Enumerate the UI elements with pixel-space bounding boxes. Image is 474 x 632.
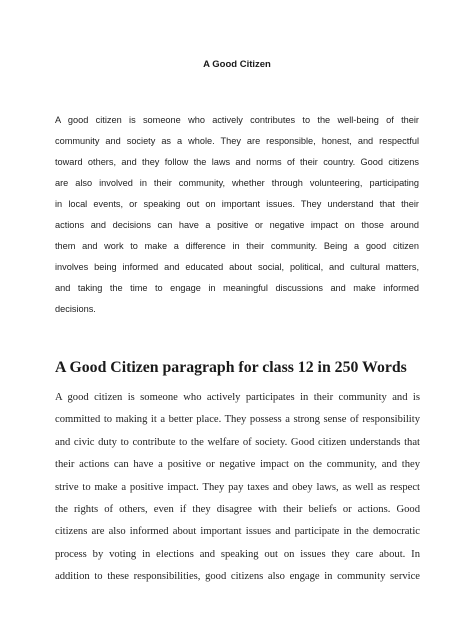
paragraph-line: citizens are also informed about important issues and participate in the democratic xyxy=(55,526,420,538)
paragraph-line: toward others, and they follow the laws and norms of their country. Good citizens xyxy=(55,157,419,167)
paragraph-line: and taking the time to engage in meaningful discussions and make informed xyxy=(55,283,419,293)
paragraph-line: A good citizen is someone who actively contributes to the well-being of their xyxy=(55,115,419,125)
paragraph-line: addition to these responsibilities, good citizens also engage in community service xyxy=(55,571,420,583)
paragraph-line: and civic duty to contribute to the welfare of society. Good citizen understands that xyxy=(55,436,420,448)
paragraph-line: are also involved in their community, whether through volunteering, participating xyxy=(55,178,419,188)
paragraph-line: decisions. xyxy=(55,304,96,314)
paragraph-line: their actions can have a positive or negative impact on the community, and they xyxy=(55,459,420,471)
paragraph-line: A good citizen is someone who actively participates in their community and is xyxy=(55,392,420,403)
intro-paragraph xyxy=(55,110,419,320)
paragraph-line: the rights of others, even if they disagree with their beliefs or actions. Good xyxy=(55,504,420,516)
paragraph-line: community and society as a whole. They are responsible, honest, and respectful xyxy=(55,136,419,146)
paragraph-line: them and work to make a difference in their community. Being a good citizen xyxy=(55,241,419,251)
paragraph-line: actions and decisions can have a positive or negative impact on those around xyxy=(55,220,419,230)
paragraph-line: strive to make a positive impact. They pay taxes and obey laws, as well as respect xyxy=(55,481,420,493)
paragraph-line: in local events, or speaking out on important issues. They understand that their xyxy=(55,199,419,209)
document-title: A Good Citizen xyxy=(203,59,271,70)
paragraph-line: committed to making it a better place. They possess a strong sense of responsibility xyxy=(55,414,420,426)
paragraph-line: involves being informed and educated about social, political, and cultural matters, xyxy=(55,262,419,272)
paragraph-line: process by voting in elections and speaking out on issues they care about. In xyxy=(55,548,420,560)
class12-paragraph xyxy=(55,387,420,589)
section-heading: A Good Citizen paragraph for class 12 in 250 Words xyxy=(55,359,407,376)
